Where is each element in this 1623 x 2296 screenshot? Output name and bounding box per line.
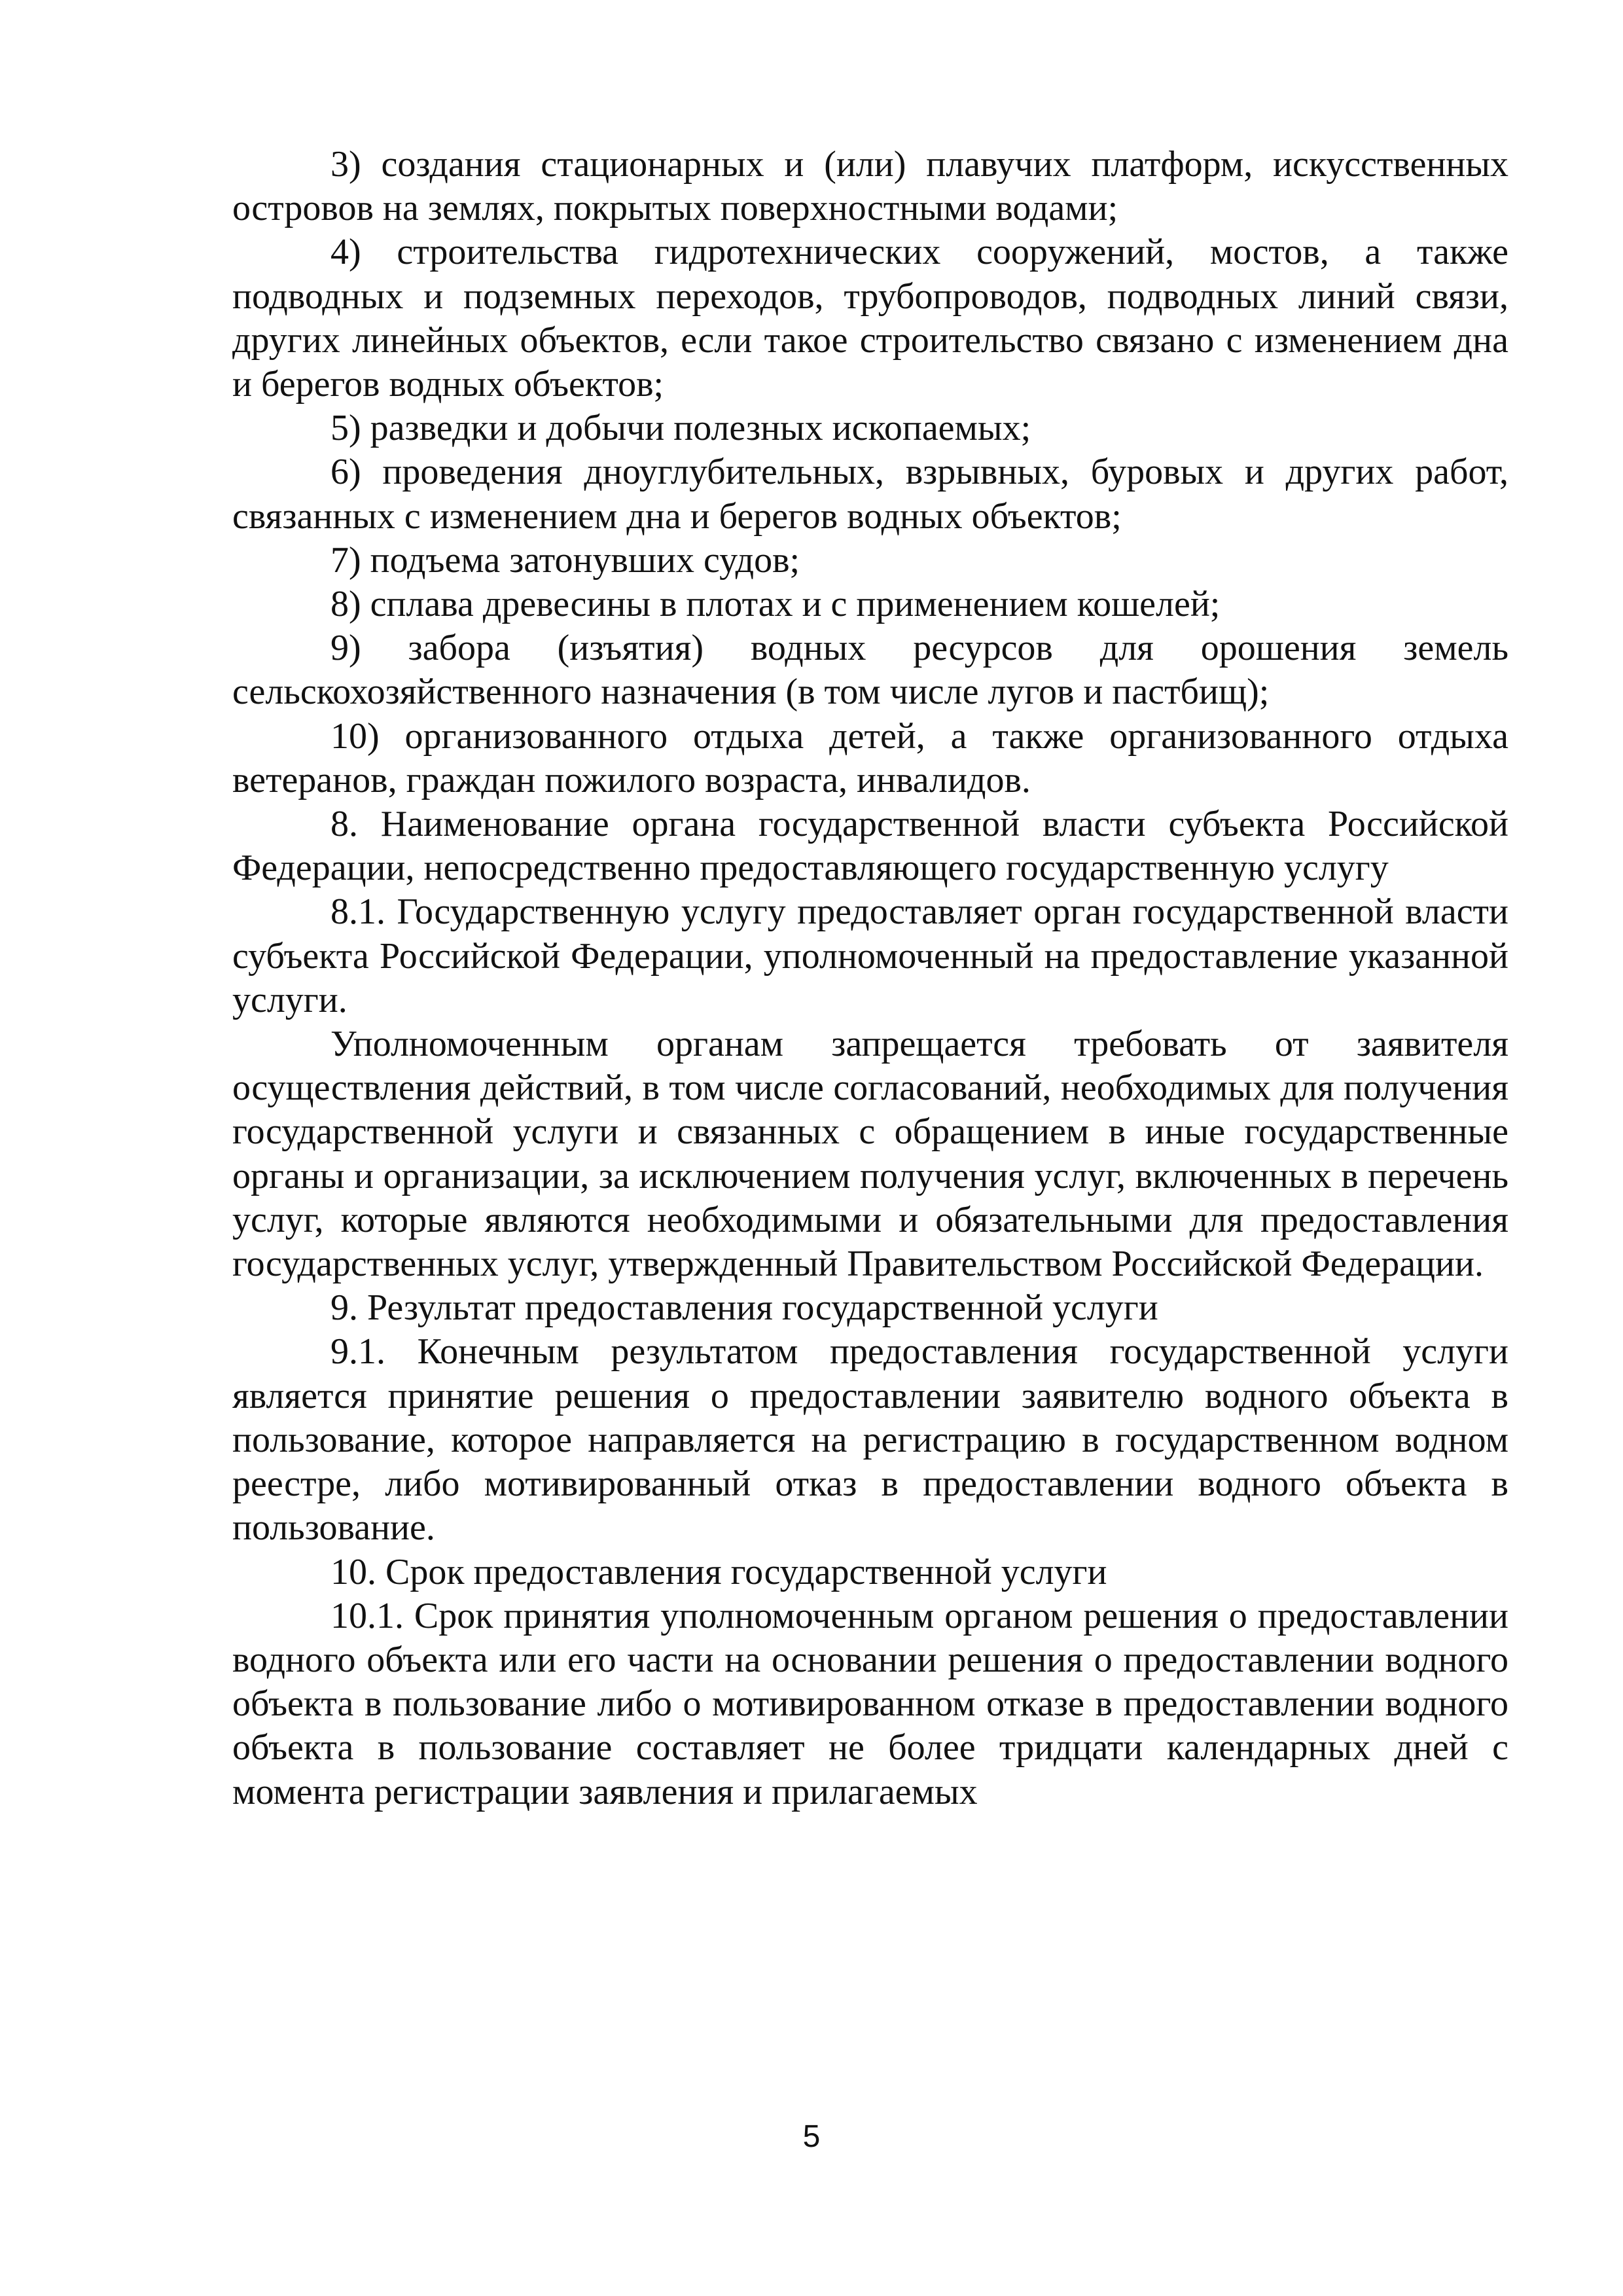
list-item-4: 4) строительства гидротехнических сооружений, мостов, а также подводных и подземных переходов, трубопроводов, подводных линий связи, других линейных объектов, если такое строительство связано с изменением дна и берегов водных объектов; bbox=[232, 232, 1508, 405]
clause-8-1: 8.1. Государственную услугу предоставляет орган государственной власти субъекта Российской Федерации, уполномоченный на предоставление указанной услуги. bbox=[232, 891, 1508, 1020]
section-10-heading: 10. Срок предоставления государственной услуги bbox=[330, 1551, 1107, 1592]
list-item-5: 5) разведки и добычи полезных ископаемых; bbox=[330, 408, 1031, 449]
clause-8-1-restriction: Уполномоченным органам запрещается требовать от заявителя осуществления действий, в том числе согласований, необходимых для получения государственной услуги и связанных с обращением в иные государственные органы и организации, за исключением получения услуг, включенных в перечень услуг, которые являются необходимыми и обязательными для предоставления государственных услуг, утвержденный Правительством Российской Федерации. bbox=[232, 1024, 1508, 1285]
document-body bbox=[232, 143, 1508, 1814]
list-item-9: 9) забора (изъятия) водных ресурсов для орошения земель сельскохозяйственного назначения (в том числе лугов и пастбищ); bbox=[232, 628, 1508, 713]
clause-9-1: 9.1. Конечным результатом предоставления государственной услуги является принятие решения о предоставлении заявителю водного объекта в пользование, которое направляется на регистрацию в государственном водном реестре, либо мотивированный отказ в предоставлении водного объекта в пользование. bbox=[232, 1331, 1508, 1549]
list-item-7: 7) подъема затонувших судов; bbox=[330, 539, 800, 581]
section-9-heading: 9. Результат предоставления государственной услуги bbox=[330, 1287, 1158, 1329]
list-item-3: 3) создания стационарных и (или) плавучих платформ, искусственных островов на землях, покрытых поверхностными водами; bbox=[232, 144, 1508, 229]
list-item-6: 6) проведения дноуглубительных, взрывных, буровых и других работ, связанных с изменением дна и берегов водных объектов; bbox=[232, 452, 1508, 537]
list-item-8: 8) сплава древесины в плотах и с применением кошелей; bbox=[330, 584, 1221, 625]
section-8-heading: 8. Наименование органа государственной власти субъекта Российской Федерации, непосредственно предоставляющего государственную услугу bbox=[232, 804, 1508, 889]
clause-10-1: 10.1. Срок принятия уполномоченным органом решения о предоставлении водного объекта или его части на основании решения о предоставлении водного объекта в пользование либо о мотивированном отказе в предоставлении водного объекта в пользование составляет не более тридцати календарных дней с момента регистрации заявления и прилагаемых bbox=[232, 1595, 1508, 1812]
page-number: 5 bbox=[802, 2119, 821, 2154]
list-item-10: 10) организованного отдыха детей, а также организованного отдыха ветеранов, граждан пожилого возраста, инвалидов. bbox=[232, 715, 1508, 800]
